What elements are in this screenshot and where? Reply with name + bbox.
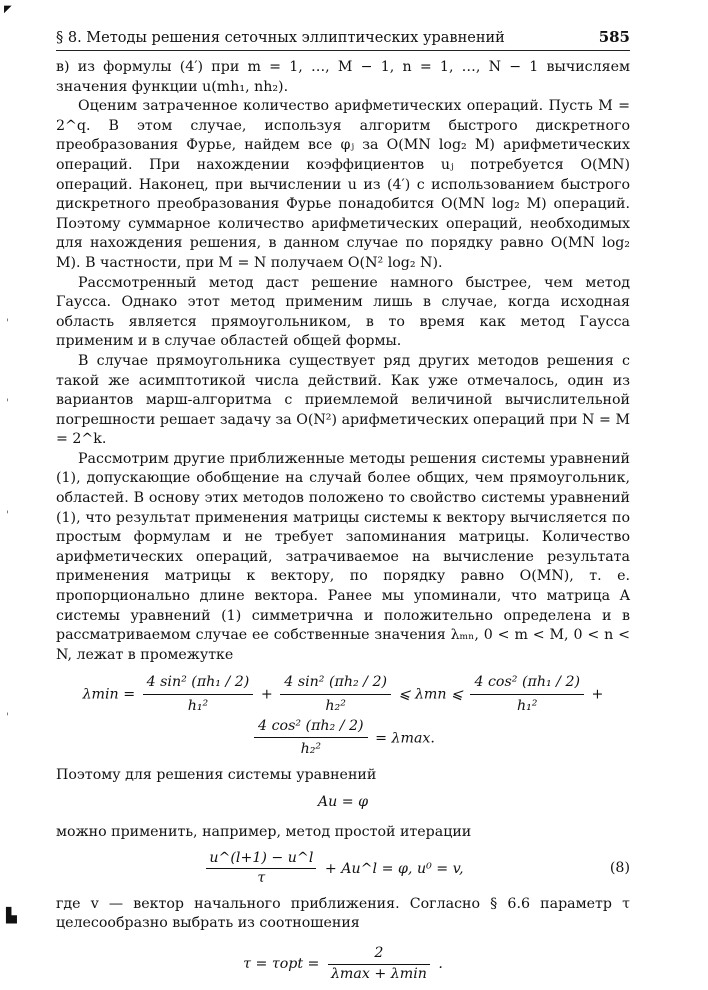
paragraph-5: Рассмотрим другие приближенные методы решения системы уравнений (1), допускающие обобщение на случай более общих, чем прямоугольник, областей. В основу этих методов положено то свойство системы уравнений (1), что результат применения матрицы системы к вектору вычисляется по простым формулам и не требует запоминания матрицы. Количество арифметических операций, затрачиваемое на вычисление результата применения матрицы к вектору, по порядку равно O(MN), т. е. пропорционально длине вектора. Ранее мы упоминали, что матрица A системы уравнений (1) симметрична и положительно определена и в рассматриваемом случае ее собственные значения λₘₙ, 0 < m < M, 0 < n < N, лежат в промежутке: [56, 450, 630, 663]
tau-fraction: [328, 944, 430, 984]
equation-number: (8): [609, 859, 630, 876]
fraction-cos-h2: [254, 717, 368, 760]
section-title: § 8. Методы решения сеточных эллиптических уравнений: [56, 30, 505, 46]
iteration-rest: + Au^l = φ, u⁰ = v,: [324, 860, 464, 877]
fraction-denominator: h₁²: [516, 698, 538, 714]
plus-sign: +: [591, 687, 604, 703]
fraction-numerator: 4 sin² (πh₁ / 2): [143, 673, 254, 695]
margin-tick-icon: ': [6, 712, 9, 723]
fraction-denominator: h₁²: [187, 698, 209, 714]
fraction-numerator: u^(l+1) − u^l: [206, 849, 316, 870]
fraction-sin-h1: [143, 673, 254, 716]
fraction-numerator: 2: [328, 944, 430, 965]
page-body: [56, 58, 630, 990]
fraction-denominator: h₂²: [300, 741, 322, 758]
corner-mark-icon: ◤: [4, 4, 12, 15]
paragraph-4: В случае прямоугольника существует ряд других методов решения с такой же асимптотикой числа действий. Как уже отмечалось, один из вариантов марш-алгоритма с приемлемой величиной вычислительной погрешности решает задачу за O(N²) арифметических операций при N = M = 2^k.: [56, 352, 630, 448]
fraction-numerator: 4 sin² (πh₂ / 2): [280, 673, 391, 695]
margin-tick-icon: ': [6, 318, 9, 329]
paragraph-3: Рассмотренный метод даст решение намного быстрее, чем метод Гаусса. Однако этот метод применим лишь в случае, когда исходная область является прямоугольником, в то время как метод Гаусса применим и в случае областей общей формы.: [56, 274, 630, 350]
lambda-max-label: = λmax.: [375, 730, 435, 747]
binding-mark-icon: ▙: [6, 908, 17, 924]
page-number: 585: [598, 28, 630, 46]
paragraph-6: Поэтому для решения системы уравнений: [56, 766, 377, 783]
fraction-numerator: 4 cos² (πh₁ / 2): [470, 673, 584, 695]
fraction-cos-h1: [470, 673, 584, 716]
margin-tick-icon: ': [6, 398, 9, 409]
iteration-fraction: [206, 849, 316, 889]
paragraph-2: Оценим затраченное количество арифметических операций. Пусть M = 2^q. В этом случае, используя алгоритм быстрого дискретного преобразования Фурье, найдем все φⱼ за O(MN log₂ M) арифметических операций. При нахождении коэффициентов uⱼ потребуется O(MN) операций. Наконец, при вычислении u из (4′) с использованием быстрого дискретного преобразования Фурье понадобится O(MN log₂ M) операций. Поэтому суммарное количество арифметических операций, необходимых для нахождения решения, в данном случае по порядку равно O(MN log₂ M). В частности, при M = N получаем O(N² log₂ N).: [56, 98, 630, 271]
lambda-min-label: λmin =: [82, 687, 136, 703]
fraction-numerator: 4 cos² (πh₂ / 2): [254, 717, 368, 739]
running-header: [56, 28, 630, 51]
plus-sign: +: [260, 687, 273, 703]
tau-end: .: [438, 956, 443, 973]
iteration-expression: [56, 849, 610, 889]
fraction-denominator: τ: [257, 870, 266, 887]
eigenvalue-bounds-formula: [56, 673, 630, 759]
fraction-denominator: λmax + λmin: [330, 965, 427, 982]
system-equation: Au = φ: [317, 794, 369, 811]
paragraph-8: где v — вектор начального приближения. Согласно § 6.6 параметр τ целесообразно выбрать из соотношения: [56, 895, 630, 932]
iteration-formula: [56, 849, 630, 889]
fraction-denominator: h₂²: [325, 698, 346, 714]
tau-formula: [56, 944, 630, 984]
lambda-mn-bounds: ⩽ λmn ⩽: [398, 687, 463, 703]
tau-lhs: τ = τopt =: [243, 956, 320, 973]
paragraph-7: можно применить, например, метод простой итерации: [56, 823, 472, 840]
fraction-sin-h2: [280, 673, 391, 716]
margin-tick-icon: ': [6, 510, 9, 521]
paragraph-1: в) из формулы (4′) при m = 1, …, M − 1, n = 1, …, N − 1 вычисляем значения функции u(mh₁, nh₂).: [56, 59, 630, 95]
